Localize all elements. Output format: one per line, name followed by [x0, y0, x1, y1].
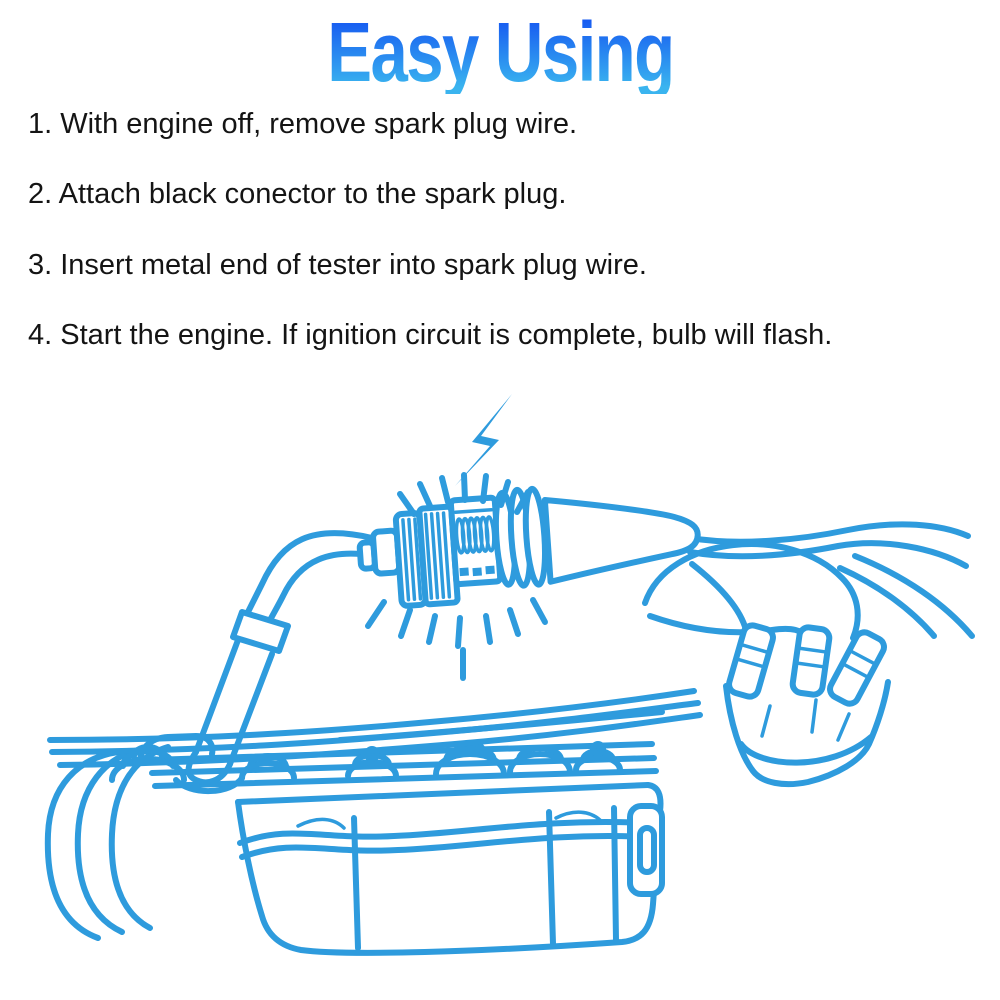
instruction-step-4: 4. Start the engine. If ignition circuit is complete, bulb will flash. [28, 319, 833, 352]
instruction-step-2: 2. Attach black conector to the spark plug. [28, 178, 567, 211]
instruction-step-1: 1. With engine off, remove spark plug wire. [28, 108, 578, 140]
instruction-step-3: 3. Insert metal end of tester into spark plug wire. [28, 248, 647, 281]
tester-wire-boot [545, 489, 700, 581]
title-wrap [0, 0, 1000, 99]
distributor-cap [726, 623, 888, 784]
engine-block [48, 691, 700, 953]
instruction-list [0, 108, 1000, 352]
spark-tester-diagram [0, 388, 1000, 1000]
page-title: Easy Using [326, 5, 674, 99]
